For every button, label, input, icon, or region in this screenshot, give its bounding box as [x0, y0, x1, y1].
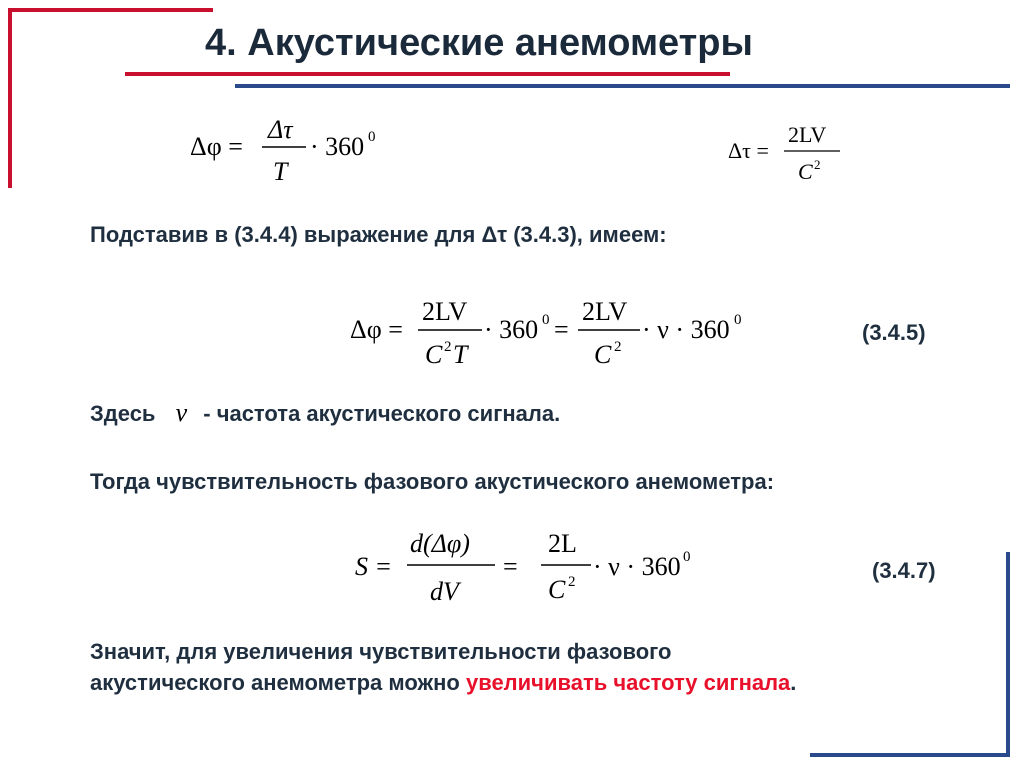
paragraph-frequency-definition — [90, 398, 560, 428]
equation-number-347: (3.4.7) — [872, 558, 936, 583]
formula-denominator-2: C — [548, 575, 566, 604]
equation-number-345: (3.4.5) — [862, 320, 926, 345]
title-underline-red — [125, 72, 730, 76]
frame-right-blue-bar — [1006, 552, 1010, 757]
formula-tail-superscript: 0 — [734, 312, 742, 328]
conclusion-period: . — [790, 670, 797, 695]
slide-title: 4. Акустические анемометры — [205, 22, 753, 64]
formula-den-superscript: 2 — [814, 157, 821, 172]
title-underline-blue — [235, 84, 1010, 88]
formula-phase-shift — [190, 108, 390, 188]
formula-numerator-1: d(Δφ) — [410, 529, 470, 558]
frame-top-red-bar — [8, 8, 213, 12]
formula-superscript: 0 — [368, 129, 376, 145]
formula-numerator: Δτ — [268, 115, 293, 144]
formula-lhs: S = — [355, 552, 393, 581]
formula-denominator: T — [273, 157, 288, 186]
paragraph-conclusion-line2 — [90, 670, 796, 696]
formula-lhs: Δτ = — [728, 138, 769, 163]
paragraph-substitution: Подставив в (3.4.4) выражение для Δτ (3.4.3), имеем: — [90, 222, 667, 247]
formula-lhs: Δφ = — [350, 315, 403, 344]
formula-equals: = — [554, 315, 569, 344]
formula-den1-tail: T — [453, 340, 468, 369]
formula-time-delay — [728, 120, 858, 190]
formula-den2-superscript: 2 — [614, 339, 622, 355]
frame-left-red-bar — [8, 8, 12, 188]
formula-mid-superscript: 0 — [542, 312, 550, 328]
formula-denominator: C — [798, 159, 813, 184]
conclusion-text: акустического анемометра можно — [90, 670, 466, 695]
formula-lhs: Δφ = — [190, 132, 243, 161]
formula-mid: · 360 — [484, 315, 539, 344]
formula-345 — [350, 290, 750, 380]
frame-bottom-blue-bar — [810, 753, 1010, 757]
formula-tail: · ν · 360 — [642, 315, 730, 344]
formula-equals: = — [503, 552, 518, 581]
formula-347 — [355, 525, 700, 615]
formula-tail: · ν · 360 — [593, 552, 681, 581]
formula-denominator-1: dV — [430, 577, 459, 606]
formula-numerator-2: 2L — [548, 529, 577, 558]
formula-numerator-1: 2LV — [422, 297, 468, 326]
nu-symbol: ν — [175, 398, 188, 427]
formula-den1-superscript: 2 — [444, 339, 452, 355]
formula-numerator: 2LV — [788, 122, 827, 147]
paragraph-start: Здесь — [90, 401, 156, 426]
formula-tail-superscript: 0 — [683, 549, 691, 565]
paragraph-end: - частота акустического сигнала. — [203, 401, 561, 426]
formula-denominator-2: C — [594, 340, 612, 369]
formula-tail: · 360 — [310, 132, 365, 161]
paragraph-sensitivity: Тогда чувствительность фазового акустического анемометра: — [90, 469, 775, 494]
formula-denominator-1: C — [425, 340, 443, 369]
formula-den2-superscript: 2 — [568, 574, 576, 590]
formula-numerator-2: 2LV — [582, 297, 628, 326]
paragraph-conclusion-line1: Значит, для увеличения чувствительности фазового — [90, 639, 672, 664]
conclusion-highlight: увеличивать частоту сигнала — [465, 670, 791, 695]
